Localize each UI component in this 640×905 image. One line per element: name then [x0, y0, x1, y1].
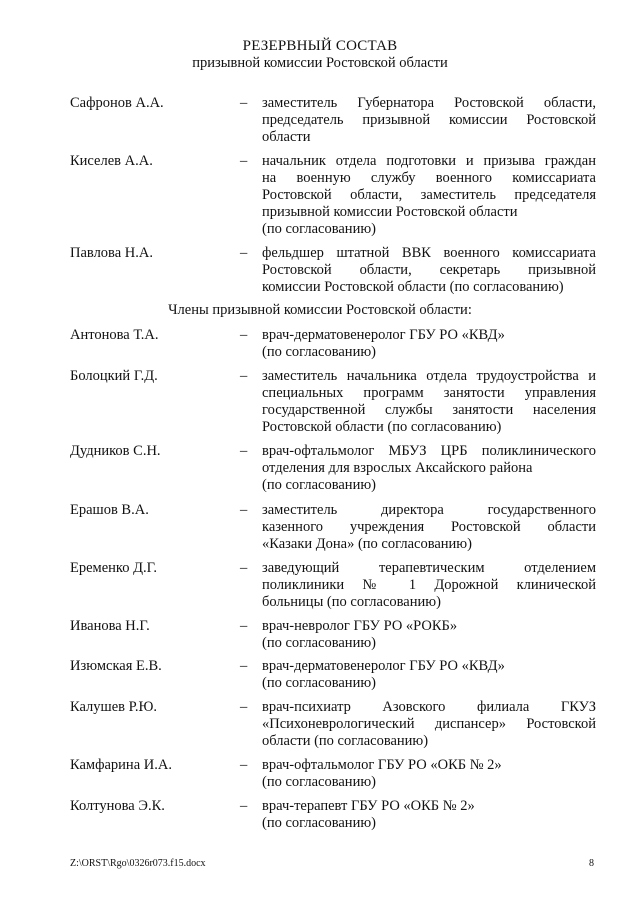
description-line: больницы (по согласованию)	[262, 594, 441, 610]
description-line: Ростовской области (по согласованию)	[262, 419, 502, 435]
person-name: Болоцкий Г.Д.	[70, 368, 158, 384]
description-line: (по согласованию)	[262, 774, 376, 790]
description-line: врач-офтальмолог ГБУ РО «ОКБ № 2»	[262, 757, 502, 773]
person-name: Еременко Д.Г.	[70, 560, 157, 576]
dash: –	[240, 368, 248, 384]
description-line: врач-дерматовенеролог ГБУ РО «КВД»	[262, 658, 505, 674]
position-description	[262, 658, 596, 692]
page-number: 8	[589, 858, 594, 869]
dash: –	[240, 618, 248, 634]
description-line: призывной комиссии Ростовской области	[262, 204, 518, 220]
description-line: врач-терапевт ГБУ РО «ОКБ № 2»	[262, 798, 475, 814]
footer-file-path: Z:\ORST\Rgo\0326r073.f15.docx	[70, 858, 206, 869]
description-line: Ростовской области, заместитель председателя	[262, 187, 596, 203]
position-description	[262, 153, 596, 238]
title-block	[0, 38, 640, 72]
dash: –	[240, 95, 248, 111]
description-line: «Казаки Дона» (по согласованию)	[262, 536, 472, 552]
dash: –	[240, 560, 248, 576]
description-line: заведующий терапевтическим отделением	[262, 560, 596, 576]
description-line: Ростовской области, секретарь призывной	[262, 262, 596, 278]
dash: –	[240, 443, 248, 459]
position-description	[262, 327, 596, 361]
description-line: (по согласованию)	[262, 635, 376, 651]
description-line: (по согласованию)	[262, 221, 376, 237]
document-subtitle: призывной комиссии Ростовской области	[192, 55, 448, 71]
description-line: государственной службы занятости населения	[262, 402, 596, 418]
dash: –	[240, 327, 248, 343]
description-line: заместитель Губернатора Ростовской области,	[262, 95, 596, 111]
description-line: (по согласованию)	[262, 477, 376, 493]
description-line: на военную службу военного комиссариата	[262, 170, 596, 186]
description-line: специальных программ занятости управления	[262, 385, 596, 401]
position-description	[262, 502, 596, 553]
position-description	[262, 245, 596, 296]
description-line: фельдшер штатной ВВК военного комиссариата	[262, 245, 596, 261]
document-title: РЕЗЕРВНЫЙ СОСТАВ	[242, 38, 398, 54]
position-description	[262, 757, 596, 791]
person-name: Колтунова Э.К.	[70, 798, 165, 814]
position-description	[262, 368, 596, 436]
description-line: отделения для взрослых Аксайского района	[262, 460, 533, 476]
description-line: заместитель начальника отдела трудоустройства и	[262, 368, 596, 384]
description-line: (по согласованию)	[262, 675, 376, 691]
position-description	[262, 443, 596, 494]
description-line: «Психоневрологический диспансер» Ростовской	[262, 716, 596, 732]
position-description	[262, 798, 596, 832]
description-line: врач-дерматовенеролог ГБУ РО «КВД»	[262, 327, 505, 343]
dash: –	[240, 658, 248, 674]
description-line: (по согласованию)	[262, 815, 376, 831]
description-line: врач-невролог ГБУ РО «РОКБ»	[262, 618, 458, 634]
person-name: Сафронов А.А.	[70, 95, 164, 111]
dash: –	[240, 502, 248, 518]
dash: –	[240, 757, 248, 773]
person-name: Камфарина И.А.	[70, 757, 172, 773]
description-line: врач-психиатр Азовского филиала ГКУЗ	[262, 699, 596, 715]
person-name: Дудников С.Н.	[70, 443, 161, 459]
person-name: Изюмская Е.В.	[70, 658, 162, 674]
description-line: председатель призывной комиссии Ростовской	[262, 112, 596, 128]
position-description	[262, 699, 596, 750]
description-line: врач-офтальмолог МБУЗ ЦРБ поликлинического	[262, 443, 596, 459]
person-name: Иванова Н.Г.	[70, 618, 150, 634]
members-heading: Члены призывной комиссии Ростовской области:	[168, 302, 472, 318]
position-description	[262, 95, 596, 146]
dash: –	[240, 798, 248, 814]
person-name: Павлова Н.А.	[70, 245, 153, 261]
dash: –	[240, 699, 248, 715]
description-line: поликлиники № 1 Дорожной клинической	[262, 577, 596, 593]
description-line: области (по согласованию)	[262, 733, 429, 749]
description-line: заместитель директора государственного	[262, 502, 596, 518]
description-line: области	[262, 129, 311, 145]
person-name: Антонова Т.А.	[70, 327, 159, 343]
description-line: комиссии Ростовской области (по согласованию)	[262, 279, 564, 295]
description-line: (по согласованию)	[262, 344, 376, 360]
position-description	[262, 560, 596, 611]
description-line: начальник отдела подготовки и призыва граждан	[262, 153, 596, 169]
position-description	[262, 618, 596, 652]
person-name: Ерашов В.А.	[70, 502, 149, 518]
description-line: казенного учреждения Ростовской области	[262, 519, 596, 535]
person-name: Калушев Р.Ю.	[70, 699, 158, 715]
dash: –	[240, 153, 248, 169]
dash: –	[240, 245, 248, 261]
person-name: Киселев А.А.	[70, 153, 153, 169]
